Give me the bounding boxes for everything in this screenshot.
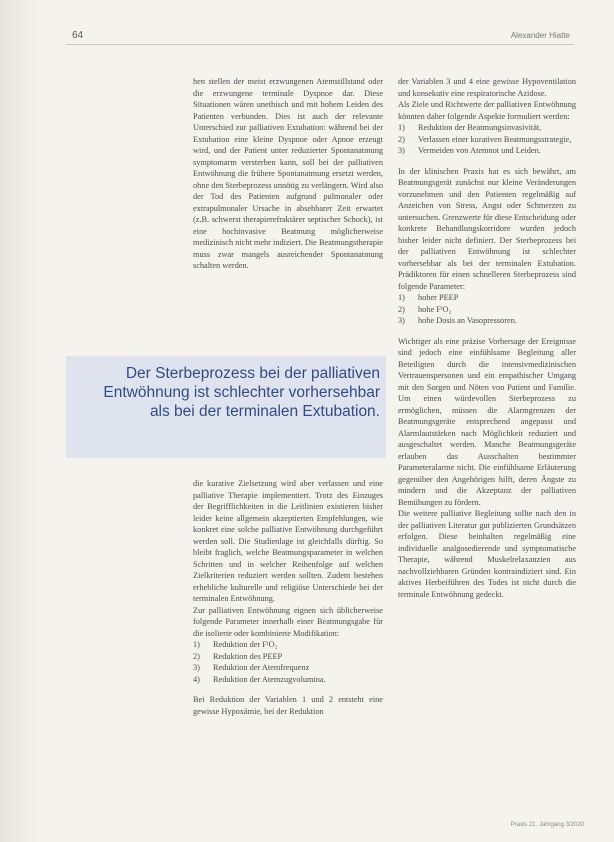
list-text: Reduktion der Atemfrequenz	[213, 663, 310, 672]
list-text: hohe Dosis an Vasopressoren.	[418, 316, 517, 325]
list-text: Reduktion der Beatmungsinvasivität,	[418, 123, 542, 132]
goals-list	[398, 122, 576, 157]
list-item	[398, 292, 576, 304]
list-item	[193, 662, 383, 674]
list-number: 2)	[398, 304, 405, 314]
list-item	[398, 122, 576, 134]
running-header-author: Alexander Hiatte	[510, 31, 570, 40]
left-column-bottom	[193, 478, 383, 717]
pull-quote-text: Der Sterbeprozess bei der palliativen Entwöhnung ist schlechter vorhersehbar als bei der terminalen Extubation.	[103, 365, 380, 420]
list-item	[193, 651, 383, 663]
page-number: 64	[72, 30, 84, 41]
paragraph: Wichtiger als eine präzise Vorhersage der Ereignisse sind jedoch eine einfühlsame Begleitung aller Beteiligten durch die intensivmedizinischen Vertrauenspersonen und ein empathischer Umgang mit den Sorgen und Nöten von Patient und Familie. Um einen würdevollen Sterbeprozess zu ermöglichen, müssen die Alarmgrenzen der Beatmungsgeräte entsprechend angepasst und Alarmlautstärken nach Möglichkeit reduziert und ausgeschaltet werden. Manche Beatmungsgeräte erlauben das Ausschalten bestimmter Parameteralarme nicht. Die einfühlsame Erläuterung gegenüber den Angehörigen hilft, deren Ängste zu mindern und die Akzeptanz der palliativen Bemühungen zu fördern.	[398, 336, 576, 507]
list-number: 1)	[398, 123, 405, 132]
list-number: 1)	[398, 293, 405, 302]
paragraph: die kurative Zielsetzung wird aber verlassen und eine palliative Therapie implementiert. Trotz des Einzuges der Begrifflichkeiten in die Leitlinien existieren bisher leider keine allgemein akzeptierten Empfehlungen, wie konkret eine solche palliative Entwöhnung durchgeführt werden soll. Die Studienlage ist gleichfalls dürftig. So bleibt fraglich, welche Beatmungsparameter in welchen Schritten und in welcher Reihenfolge auf welchen Zielkriterien reduziert werden sollten. Zudem bestehen erhebliche kulturelle und religiöse Unterschiede bei der terminalen Entwöhnung.	[193, 479, 383, 603]
list-number: 3)	[398, 146, 405, 155]
header-rule	[66, 44, 574, 45]
list-number: 4)	[193, 674, 200, 684]
list-item	[193, 674, 383, 686]
paragraph: der Variablen 3 und 4 eine gewisse Hypoventilation und konsekutiv eine respiratorische Azidose.	[398, 77, 576, 98]
list-item	[398, 145, 576, 157]
list-item	[398, 315, 576, 327]
list-item	[193, 639, 383, 651]
list-text: Reduktion der Atemzugvolumina.	[213, 674, 326, 684]
list-text: Verlassen einer kurativen Beatmungsstrategie,	[418, 134, 572, 144]
list-number: 1)	[193, 640, 200, 649]
paragraph: hen stellen der meist erzwungenen Atemstillstand oder die erzwungene terminale Dyspnoe dar. Diese Situationen wären unethisch und mit hohem Leiden des Patienten verbunden. Dies ist auch der relevante Unterschied zur palliativen Extubation: während bei der Extubation eine kleine Dyspnoe oder Apnoe erzeugt wird, und der Patient unter reduzierter Spontanatmung symptomarm versterben kann, soll bei der palliativen Entwöhnung die frühere Spontanatmung ersetzt werden, ohne den Sterbeprozess unnötig zu verlängern. Wird also der Tod des Patienten aufgrund pulmonaler oder extrapulmonaler Ursache in absehbarer Zeit erwartet (z.B. schwerst therapierefraktärer septischer Schock), ist eine hochinvasive Beatmung möglicherweise medizinisch nicht mehr indiziert. Die Beatmungstherapie muss zwar mangels ausreichender Spontanatmung schalten werden.	[193, 77, 383, 270]
list-number: 3)	[398, 316, 405, 325]
list-text: hohe FᴵO₂	[418, 304, 452, 314]
paragraph: Zur palliativen Entwöhnung eignen sich üblicherweise folgende Parameter innerhalb einer Beatmungsgabe für die isolierte oder kombinierte Modifikation:	[193, 605, 383, 638]
left-column-top	[193, 76, 383, 272]
paragraph: Die weitere palliative Begleitung sollte nach den in der palliativen Literatur gut publizierten Grundsätzen erfolgen. Diese beinhalten regelmäßig eine individuelle analgosedierende und symptomatische Therapie, während Muskelrelaxanzien aus nachvollziehbaren Gründen kontraindiziert sind. Ein aktives Herbeiführen des Todes ist nicht durch die terminale Entwöhnung gedeckt.	[398, 509, 576, 599]
parameter-list	[193, 639, 383, 685]
predictor-list	[398, 292, 576, 327]
list-text: Reduktion des PEEP	[213, 651, 283, 661]
list-number: 2)	[398, 134, 405, 144]
right-column	[398, 76, 576, 600]
paragraph: In der klinischen Praxis hat es sich bewährt, am Beatmungsgerät zunächst nur kleine Veränderungen vorzunehmen und den Patienten regelmäßig auf Anzeichen von Stress, Angst oder Schmerzen zu untersuchen. Grenzwerte für diese Entscheidung oder konkrete Behandlungskorridore wurden jedoch bisher leider nicht definiert. Der Sterbeprozess bei der palliativen Entwöhnung ist schlechter vorhersehbar als bei der terminalen Extubation. Prädiktoren für einen schnelleren Sterbeprozess sind folgende Parameter:	[398, 166, 576, 291]
list-item	[398, 134, 576, 146]
page-footer: Praxis 21. Jahrgang 3/2020	[510, 822, 584, 828]
paragraph: Bei Reduktion der Variablen 1 und 2 entsteht eine gewisse Hypoxämie, bei der Reduktion	[193, 695, 383, 716]
paragraph: Als Ziele und Richtwerte der palliativen Entwöhnung könnten daher folgende Aspekte formuliert werden:	[398, 100, 576, 121]
list-item	[398, 304, 576, 316]
pull-quote-box	[66, 356, 386, 458]
list-text: hoher PEEP	[418, 293, 459, 302]
list-text: Reduktion der FᴵO₂	[213, 640, 278, 649]
list-number: 3)	[193, 663, 200, 672]
page-edge-shadow	[0, 0, 40, 842]
list-text: Vermeiden von Atemnot und Leiden.	[418, 146, 541, 155]
list-number: 2)	[193, 651, 200, 661]
